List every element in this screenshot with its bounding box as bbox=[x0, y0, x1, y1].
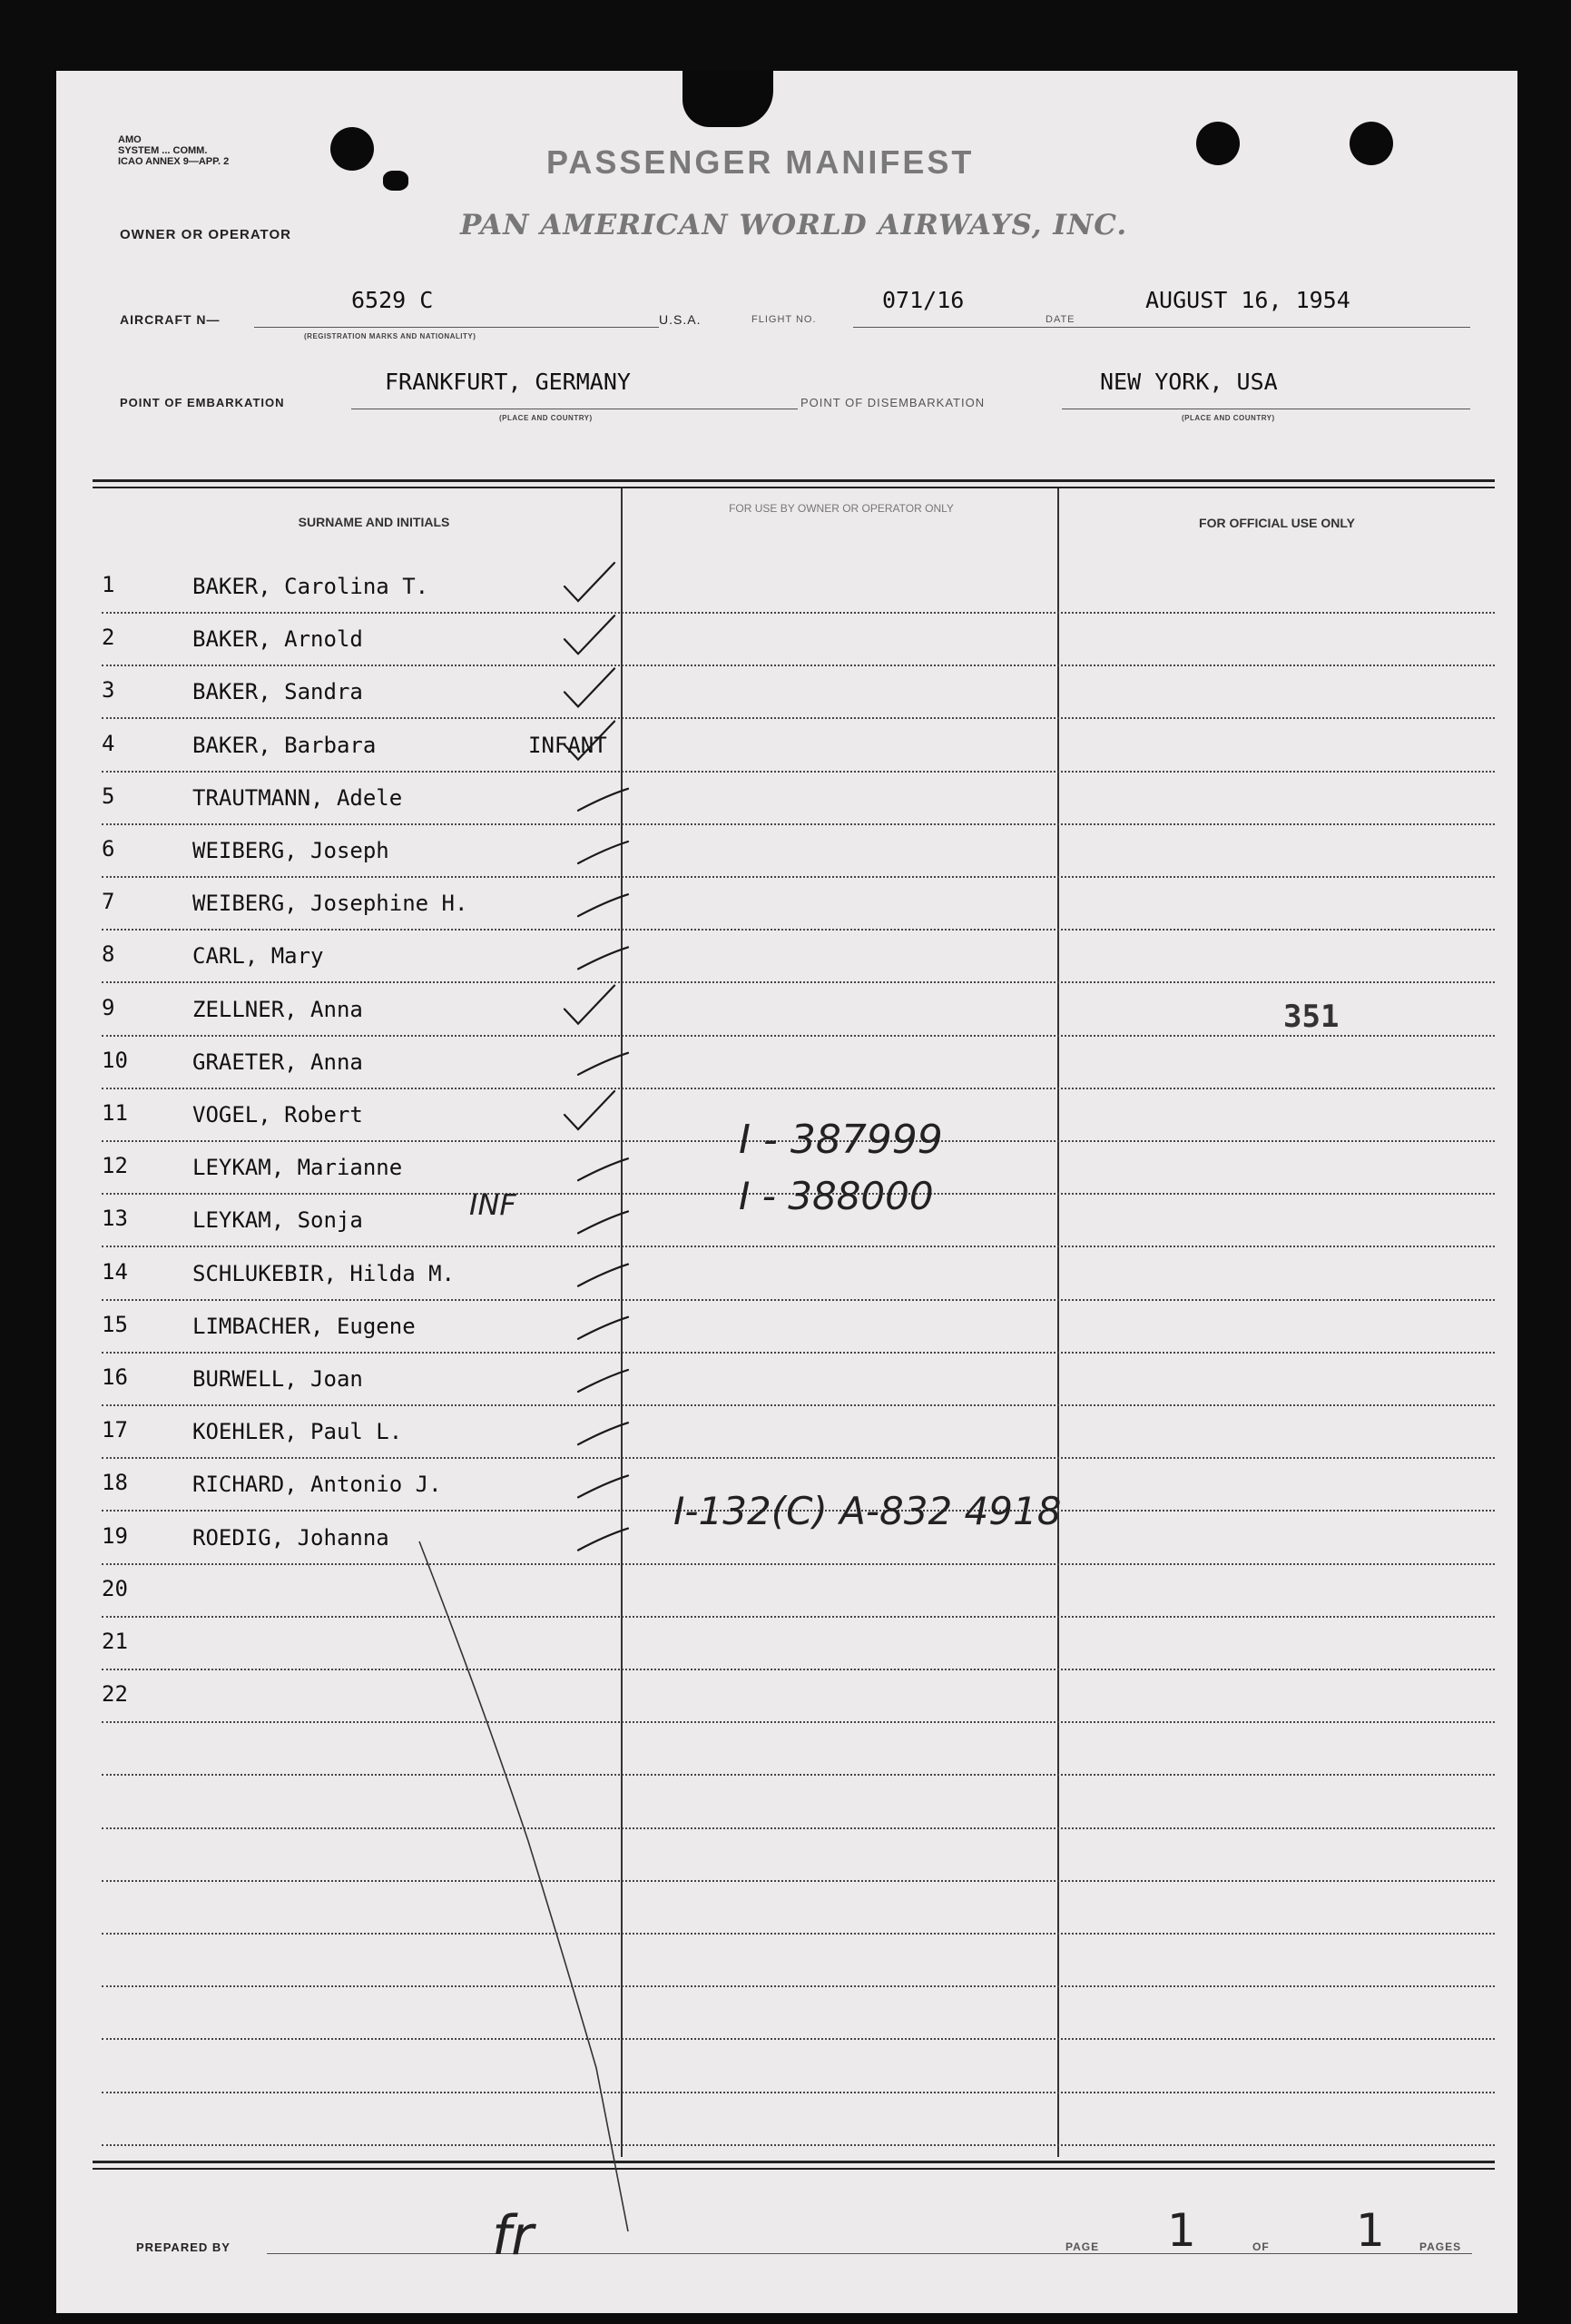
passenger-name: ZELLNER, Anna bbox=[192, 996, 363, 1022]
disembarkation-caption: (PLACE AND COUNTRY) bbox=[1182, 414, 1275, 422]
tick-stroke-icon bbox=[578, 1317, 628, 1339]
row-number: 21 bbox=[102, 1629, 128, 1654]
page-label: PAGE bbox=[1065, 2240, 1100, 2253]
date-label: DATE bbox=[1046, 314, 1075, 325]
row-number: 13 bbox=[102, 1206, 128, 1232]
embarkation-label: POINT OF EMBARKATION bbox=[120, 396, 285, 409]
row-number: 20 bbox=[102, 1575, 128, 1601]
passenger-name: RICHARD, Antonio J. bbox=[192, 1472, 442, 1498]
passenger-note: INFANT bbox=[528, 732, 607, 758]
row-number: 1 bbox=[102, 572, 115, 597]
passenger-name: TRAUTMANN, Adele bbox=[192, 784, 403, 811]
row-number: 17 bbox=[102, 1417, 128, 1443]
row13-margin-note: INF bbox=[469, 1187, 516, 1222]
row-number: 18 bbox=[102, 1470, 128, 1496]
row-number: 6 bbox=[102, 836, 115, 862]
owner-use-column-header: FOR USE BY OWNER OR OPERATOR ONLY bbox=[729, 502, 954, 515]
passenger-name: BAKER, Carolina T. bbox=[192, 574, 429, 599]
row-number: 15 bbox=[102, 1311, 128, 1337]
row-number: 11 bbox=[102, 1100, 128, 1126]
passenger-name: BAKER, Sandra bbox=[192, 679, 363, 705]
page-number: 1 bbox=[1167, 2204, 1196, 2257]
handwritten-marks-layer bbox=[56, 71, 1517, 2313]
row13-owner-note: I - 388000 bbox=[739, 1174, 934, 1218]
passenger-name: VOGEL, Robert bbox=[192, 1102, 363, 1128]
manifest-sheet bbox=[56, 71, 1517, 2313]
row-number: 22 bbox=[102, 1681, 128, 1708]
embarkation-value: FRANKFURT, GERMANY bbox=[385, 369, 631, 395]
surname-column-header: SURNAME AND INITIALS bbox=[298, 515, 450, 529]
form-title: PASSENGER MANIFEST bbox=[546, 143, 975, 181]
passenger-name: CARL, Mary bbox=[192, 943, 324, 970]
row-number: 19 bbox=[102, 1522, 128, 1549]
row-number: 3 bbox=[102, 677, 115, 704]
embarkation-caption: (PLACE AND COUNTRY) bbox=[499, 414, 593, 422]
of-label: OF bbox=[1252, 2240, 1270, 2253]
row-number: 7 bbox=[102, 889, 115, 915]
row-number: 2 bbox=[102, 625, 115, 651]
date-value: AUGUST 16, 1954 bbox=[1145, 287, 1350, 313]
aircraft-value: 6529 C bbox=[351, 287, 434, 313]
passenger-name: WEIBERG, Joseph bbox=[192, 838, 389, 863]
tick-stroke-icon bbox=[578, 1265, 628, 1286]
passenger-name: SCHLUKEBIR, Hilda M. bbox=[192, 1260, 455, 1286]
official-use-column-header: FOR OFFICIAL USE ONLY bbox=[1199, 516, 1355, 530]
row-number: 5 bbox=[102, 783, 115, 809]
row12-owner-note: I - 387999 bbox=[739, 1117, 943, 1163]
row-number: 8 bbox=[102, 941, 115, 968]
passenger-name: WEIBERG, Josephine H. bbox=[192, 891, 468, 917]
passenger-name: GRAETER, Anna bbox=[192, 1049, 363, 1075]
passenger-name: LEYKAM, Sonja bbox=[192, 1207, 363, 1234]
check-mark-icon bbox=[565, 615, 614, 654]
tick-stroke-icon bbox=[578, 1529, 628, 1551]
check-mark-icon bbox=[565, 563, 614, 601]
row-number: 16 bbox=[102, 1364, 128, 1390]
row-number: 9 bbox=[102, 994, 115, 1020]
form-ref-line3: ICAO ANNEX 9—APP. 2 bbox=[118, 156, 230, 167]
usa-label: U.S.A. bbox=[659, 312, 702, 327]
passenger-name: BAKER, Arnold bbox=[192, 626, 363, 653]
pen-stroke-line bbox=[419, 1541, 628, 2231]
preparer-initials: fr bbox=[492, 2204, 534, 2268]
tick-stroke-icon bbox=[578, 1475, 628, 1497]
passenger-name: LEYKAM, Marianne bbox=[192, 1155, 403, 1181]
registration-caption: (REGISTRATION MARKS AND NATIONALITY) bbox=[304, 332, 476, 340]
owner-label: OWNER OR OPERATOR bbox=[120, 227, 291, 242]
check-mark-icon bbox=[565, 986, 614, 1024]
flight-label: FLIGHT NO. bbox=[751, 314, 817, 325]
tick-stroke-icon bbox=[578, 842, 628, 863]
prepared-by-label: PREPARED BY bbox=[136, 2240, 231, 2254]
row-number: 10 bbox=[102, 1047, 128, 1073]
passenger-name: LIMBACHER, Eugene bbox=[192, 1313, 416, 1339]
aircraft-label: AIRCRAFT N— bbox=[120, 312, 221, 327]
passenger-name: BURWELL, Joan bbox=[192, 1366, 363, 1392]
tick-stroke-icon bbox=[578, 894, 628, 916]
passenger-name: KOEHLER, Paul L. bbox=[192, 1419, 403, 1445]
disembarkation-label: POINT OF DISEMBARKATION bbox=[800, 396, 986, 409]
row-number: 4 bbox=[102, 730, 115, 756]
disembarkation-value: NEW YORK, USA bbox=[1100, 369, 1278, 395]
official-stamp-number: 351 bbox=[1283, 999, 1340, 1035]
flight-value: 071/16 bbox=[882, 287, 965, 313]
tick-stroke-icon bbox=[578, 947, 628, 969]
tick-stroke-icon bbox=[578, 1423, 628, 1444]
form-ref-line1: AMO bbox=[118, 134, 142, 145]
row19-owner-note: I-132(C) A-832 4918 bbox=[673, 1489, 1062, 1533]
row-number: 14 bbox=[102, 1258, 128, 1285]
passenger-name: ROEDIG, Johanna bbox=[192, 1524, 389, 1551]
tick-stroke-icon bbox=[578, 1053, 628, 1075]
tick-stroke-icon bbox=[578, 1370, 628, 1392]
tick-stroke-icon bbox=[578, 789, 628, 811]
check-mark-icon bbox=[565, 1091, 614, 1129]
operator-name: PAN AMERICAN WORLD AIRWAYS, INC. bbox=[460, 209, 1128, 241]
check-mark-icon bbox=[565, 668, 614, 706]
check-mark-icon bbox=[565, 722, 614, 760]
pages-label: PAGES bbox=[1419, 2240, 1462, 2253]
tick-stroke-icon bbox=[578, 1158, 628, 1180]
page-total: 1 bbox=[1356, 2204, 1385, 2257]
tick-stroke-icon bbox=[578, 1211, 628, 1233]
form-ref-line2: SYSTEM ... COMM. bbox=[118, 145, 208, 156]
row-number: 12 bbox=[102, 1153, 128, 1179]
passenger-name: BAKER, Barbara bbox=[192, 732, 377, 758]
